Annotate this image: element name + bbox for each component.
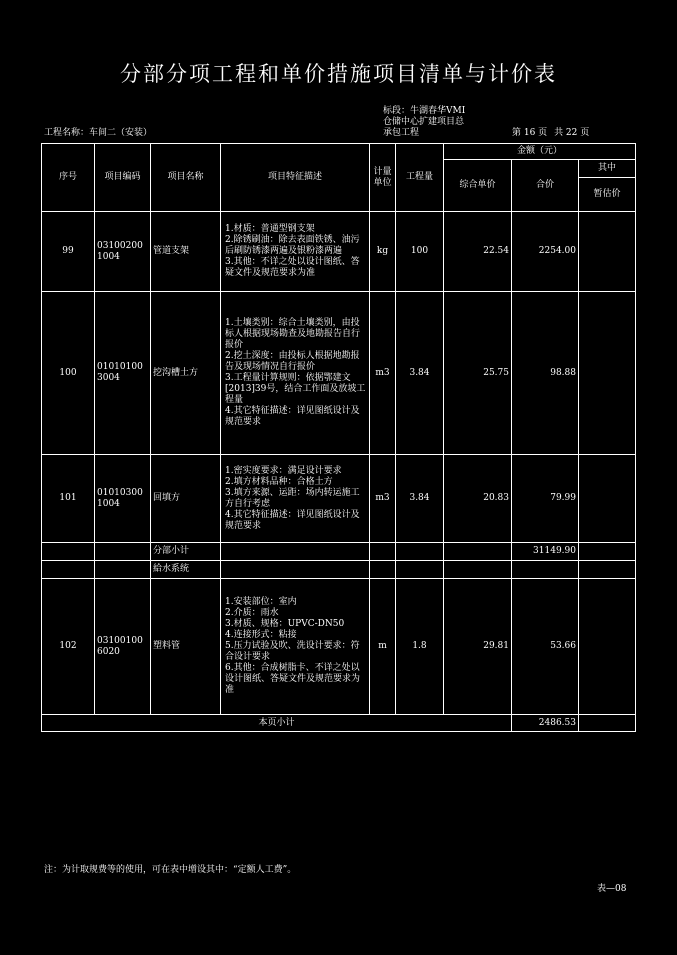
row-no: 100: [42, 292, 95, 455]
page-current: 第 16 页: [512, 128, 548, 138]
row-name: 塑料管: [151, 579, 221, 715]
row-code: 010103001004: [95, 455, 151, 543]
header-no: 序号: [42, 144, 95, 212]
row-provisional: [579, 455, 636, 543]
header-code: 项目编码: [95, 144, 151, 212]
page-subtotal-row: [42, 715, 636, 732]
row-unit-price: 25.75: [444, 292, 512, 455]
row-no: 99: [42, 212, 95, 292]
row-unit-price: 29.81: [444, 579, 512, 715]
subtotal-total: 31149.90: [512, 543, 579, 561]
table-row: [42, 579, 636, 715]
table-row: [42, 292, 636, 455]
subtotal-label: 分部小计: [151, 543, 221, 561]
row-provisional: [579, 292, 636, 455]
row-unit: m3: [370, 292, 396, 455]
header-provisional: 暂估价: [579, 178, 636, 212]
section-line-2: 仓储中心扩建项目总: [383, 117, 465, 127]
row-unit-price: 20.83: [444, 455, 512, 543]
header-qty: 工程量: [396, 144, 444, 212]
bill-table: [41, 143, 636, 732]
row-name: 回填方: [151, 455, 221, 543]
row-desc: 1.材质：普通型钢支架 2.除锈刷油：除去表面铁锈、油污后刷防锈漆两遍及银粉漆两遍 3.其他：不详之处以设计图纸、答疑文件及规范要求为准: [221, 212, 370, 292]
row-no: 101: [42, 455, 95, 543]
header-name: 项目名称: [151, 144, 221, 212]
table-row: [42, 212, 636, 292]
row-qty: 3.84: [396, 292, 444, 455]
row-code: 031001006020: [95, 579, 151, 715]
page-info: [512, 128, 638, 139]
page-subtotal-label: 本页小计: [42, 715, 512, 732]
header-amount: 金额（元）: [444, 144, 636, 160]
row-total: 53.66: [512, 579, 579, 715]
footnote: 注：为计取规费等的使用，可在表中增设其中：“定额人工费”。: [44, 865, 297, 875]
page-subtotal-total: 2486.53: [512, 715, 579, 732]
header-unit-price: 综合单价: [444, 160, 512, 212]
row-desc: 1.密实度要求：满足设计要求 2.填方材料品种：合格土方 3.填方来源、运距：场内转运施工方自行考虑 4.其它特征描述：详见图纸设计及规范要求: [221, 455, 370, 543]
header-desc: 项目特征描述: [221, 144, 370, 212]
form-code: 表—08: [597, 884, 627, 894]
row-total: 2254.00: [512, 212, 579, 292]
header-unit: 计量单位: [370, 144, 396, 212]
row-name: 管道支架: [151, 212, 221, 292]
row-unit: m: [370, 579, 396, 715]
table-row: [42, 455, 636, 543]
row-no: 102: [42, 579, 95, 715]
row-code: 031002001004: [95, 212, 151, 292]
section-info: [383, 106, 523, 139]
row-unit: kg: [370, 212, 396, 292]
row-total: 79.99: [512, 455, 579, 543]
subtotal-row: [42, 543, 636, 561]
row-total: 98.88: [512, 292, 579, 455]
row-qty: 3.84: [396, 455, 444, 543]
section-row: [42, 561, 636, 579]
header-of-which: 其中: [579, 160, 636, 178]
section-line-1: 标段：牛湖春华VMI: [383, 106, 466, 116]
page-title: 分部分项工程和单价措施项目清单与计价表: [120, 62, 557, 86]
row-qty: 100: [396, 212, 444, 292]
header-total: 合价: [512, 160, 579, 212]
row-unit-price: 22.54: [444, 212, 512, 292]
row-provisional: [579, 212, 636, 292]
row-desc: 1.安装部位：室内 2.介质：雨水 3.材质、规格：UPVC-DN50 4.连接形式：粘接 5.压力试验及吹、洗设计要求：符合设计要求 6.其他：合成树脂卡、不详之处以设计图纸、答疑文件及规范要求为准: [221, 579, 370, 715]
row-code: 010101003004: [95, 292, 151, 455]
section-line-3: 承包工程: [383, 128, 420, 138]
row-qty: 1.8: [396, 579, 444, 715]
page-total: 共 22 页: [554, 128, 590, 138]
section-label: 給水系统: [151, 561, 221, 579]
row-provisional: [579, 579, 636, 715]
row-desc: 1.土壤类别：综合土壤类别，由投标人根据现场勘查及地勘报告自行报价 2.挖土深度：由投标人根据地勘报告及现场情况自行报价 3.工程量计算规则：依据鄂建文[2013]39号，结合工作面及放坡工程量 4.其它特征描述：详见图纸设计及规范要求: [221, 292, 370, 455]
project-name: 工程名称：车间二（安装）: [44, 128, 153, 138]
row-name: 挖沟槽土方: [151, 292, 221, 455]
row-unit: m3: [370, 455, 396, 543]
